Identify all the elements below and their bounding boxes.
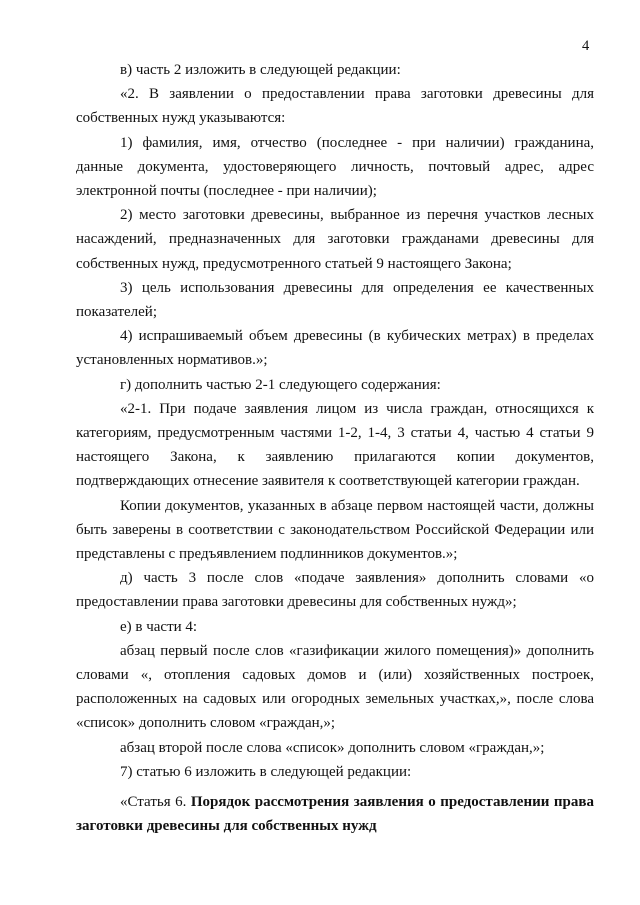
page-number: 4 — [582, 38, 590, 54]
paragraph-item-1: 1) фамилия, имя, отчество (последнее - при наличии) гражданина, данные документа, удостоверяющего личность, почтовый адрес, адрес электронной почты (последнее - при наличии); — [76, 134, 594, 200]
paragraph-document-copies: Копии документов, указанных в абзаце первом настоящей части, должны быть заверены в соответствии с законодательством Российской Федерации или представлены с предъявлением подлинников документов.»; — [76, 497, 594, 563]
article-6-title: Порядок рассмотрения заявления о предоставлении права заготовки древесины для собственных нужд — [76, 794, 594, 835]
document-body — [76, 58, 594, 839]
paragraph-item-3: 3) цель использования древесины для определения ее качественных показателей; — [76, 279, 594, 321]
article-6-prefix: «Статья 6. — [120, 794, 191, 811]
paragraph-first-abzac: абзац первый после слов «газификации жилого помещения)» дополнить словами «, отопления садовых домов и (или) хозяйственных построек, расположенных на садовых или огородных земельных участках,», после слова «список» дополнить словом «граждан,»; — [76, 642, 594, 732]
paragraph-second-abzac: абзац второй после слова «список» дополнить словом «граждан,»; — [120, 739, 545, 756]
paragraph-item-2: 2) место заготовки древесины, выбранное из перечня участков лесных насаждений, предназначенных для заготовки гражданами древесины для собственных нужд, предусмотренного статьей 9 настоящего Закона; — [76, 207, 594, 272]
paragraph-amend-part-3: д) часть 3 после слов «подаче заявления» дополнить словами «о предоставлении права заготовки древесины для собственных нужд»; — [76, 570, 594, 611]
paragraph-part-2-intro: «2. В заявлении о предоставлении права заготовки древесины для собственных нужд указываются: — [76, 86, 594, 127]
paragraph-amend-article-6: 7) статью 6 изложить в следующей редакции: — [120, 763, 412, 780]
paragraph-amend-part-2: в) часть 2 изложить в следующей редакции: — [120, 62, 401, 78]
paragraph-item-4: 4) испрашиваемый объем древесины (в кубических метрах) в пределах установленных нормативов.»; — [76, 328, 594, 369]
article-6-heading — [76, 790, 594, 838]
paragraph-add-part-2-1: г) дополнить частью 2-1 следующего содержания: — [120, 376, 441, 393]
paragraph-part-2-1: «2-1. При подаче заявления лицом из числа граждан, относящихся к категориям, предусмотренным частями 1-2, 1-4, 3 статьи 4, частью 4 статьи 9 настоящего Закона, к заявлению прилагаются копии документов, подтверждающих отнесение заявителя к соответствующей категории граждан. — [76, 400, 594, 490]
paragraph-amend-part-4: е) в части 4: — [120, 618, 198, 635]
